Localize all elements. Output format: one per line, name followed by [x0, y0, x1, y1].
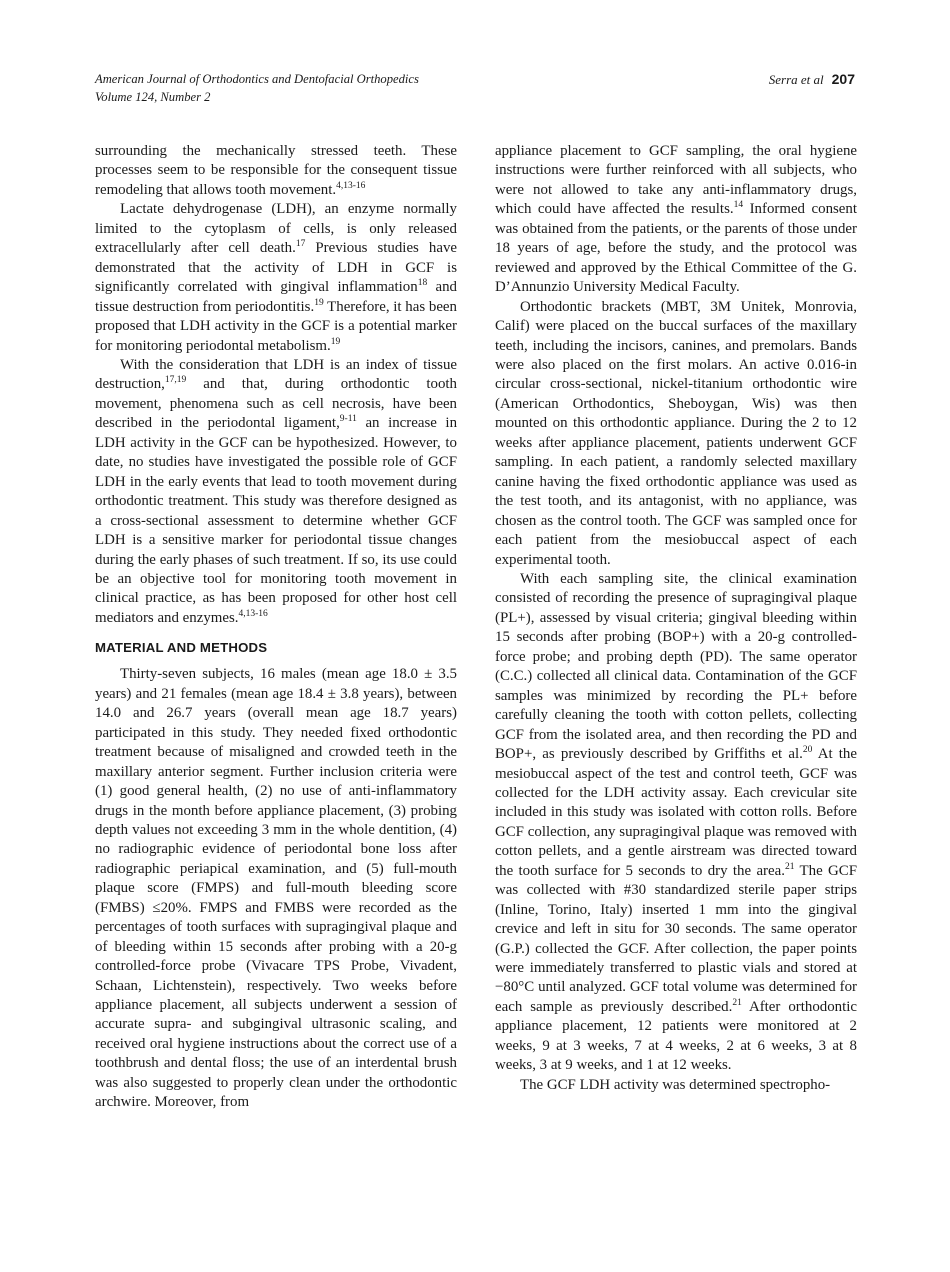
- citation: 20: [802, 745, 813, 756]
- paragraph: Orthodontic brackets (MBT, 3M Unitek, Monrovia, Calif) were placed on the buccal surfaces of the maxillary teeth, including the incisors, canines, and premolars. Bands were also placed on the first molars. An active 0.016-in circular cross-sectional, nickel-titanium orthodontic wire (American Orthodontics, Sheboygan, Wis) was then mounted on this orthodontic appliance. During the 2 to 12 weeks after appliance placement, patients underwent GCF sampling. In each patient, a randomly selected maxillary canine having the fixed orthodontic appliance was used as the test tooth, and its antagonist, with no appliance, was chosen as the control tooth. The GCF was sampled once for each patient from the mesiobuccal aspect of each experimental tooth.: [495, 298, 857, 568]
- paragraph-text: Lactate dehydrogenase (LDH), an enzyme normally limited to the cytoplasm of cells, is only released extracellularly after cell death.: [95, 201, 457, 257]
- citation: 4,13-16: [238, 608, 268, 619]
- running-head-right: [769, 70, 855, 89]
- volume-number: Volume 124, Number 2: [95, 90, 211, 104]
- paragraph: [95, 142, 457, 200]
- citation: 19: [314, 297, 324, 308]
- paragraph-text: an increase in LDH activity in the GCF can be hypothesized. However, to date, no studies have investigated the possible role of GCF LDH in the early events that lead to tooth movement during orthodontic treatment. This study was therefore designed as a cross-sectional assessment to determine whether GCF LDH is a sensitive marker for periodontal tissue changes during the early phases of such treatment. If so, its use could be an objective tool for monitoring tooth movement in clinical practice, as has been proposed for other host cell mediators and enzymes.: [95, 415, 458, 626]
- journal-name: American Journal of Orthodontics and Dentofacial Orthopedics: [95, 72, 419, 86]
- citation: 9-11: [339, 414, 357, 425]
- paragraph-text: With the consideration that LDH is an index of tissue destruction,: [95, 356, 457, 393]
- paragraph-text: The GCF was collected with #30 standardized sterile paper strips (Inline, Torino, Italy) inserted 1 mm into the gingival crevice and left in situ for 30 seconds. The same operator (G.P.) collected the GCF. After collection, the paper points were immediately transferred to plastic vials and stored at −80°C until analyzed. GCF total volume was determined for each sample as previously described.: [495, 862, 858, 1015]
- paragraph: [495, 142, 857, 298]
- citation: 4,13-16: [336, 180, 366, 191]
- page-number: 207: [831, 71, 855, 87]
- citation: 17,19: [164, 375, 187, 386]
- paragraph-text: surrounding the mechanically stressed teeth. These processes seem to be responsible for the consequent tissue remodeling that allows tooth movement.: [95, 143, 457, 198]
- paragraph: [495, 570, 857, 1076]
- paragraph-text: Previous studies have demonstrated that the activity of LDH in GCF is significantly correlated with gingival inflammation: [95, 240, 457, 296]
- citation: 14: [733, 200, 744, 211]
- paragraph-text: With each sampling site, the clinical examination consisted of recording the presence of supragingival plaque (PL+), assessed by visual criteria; gingival bleeding within 15 seconds after probing (BOP+) with a 20-g controlled-force probe; and probing depth (PD). The same operator (C.C.) collected all clinical data. Contamination of the GCF samples was minimized by recording the PL+ before carefully cleaning the tooth with cotton pellets, collecting GCF from the isolated area, and then recording the PD and BOP+, as previously described by Griffiths et al.: [495, 570, 857, 763]
- citation: 19: [330, 336, 341, 347]
- paragraph: [95, 356, 457, 628]
- paragraph-text: At the mesiobuccal aspect of the test and control teeth, GCF was collected for the LDH activity assay. Each crevicular site included in this study was isolated with cotton rolls. Before GCF collection, any supragingival plaque was removed with cotton pellets, and a gentle airstream was directed toward the tooth surface for 5 seconds to dry the area.: [495, 746, 857, 879]
- running-header: [95, 70, 855, 106]
- paragraph-text: Informed consent was obtained from the patients, or the parents of those under 18 years of age, before the study, and the protocol was reviewed and approved by the Ethical Committee of the G. D’Annunzio University Medical Faculty.: [495, 201, 858, 296]
- right-column: [495, 142, 857, 1095]
- paragraph: Thirty-seven subjects, 16 males (mean age 18.0 ± 3.5 years) and 21 females (mean age 18.4 ± 3.8 years), between 14.0 and 26.7 years (overall mean age 18.7 years) participated in this study. They needed fixed orthodontic treatment because of misaligned and crowded teeth in the maxillary anterior segment. Further inclusion criteria were (1) good general health, (2) no use of anti-inflammatory drugs in the month before appliance placement, (3) probing depth values not exceeding 3 mm in the whole dentition, (4) no radiographic evidence of periodontal bone loss after radiographic periapical examination, and (5) full-mouth plaque score (FMPS) and full-mouth bleeding score (FMBS) ≤20%. FMPS and FMBS were recorded as the percentages of tooth surfaces with supragingival plaque and of bleeding within 15 seconds after probing with a 20-g controlled-force probe (Vivacare TPS Probe, Vivadent, Schaan, Lichtenstein), respectively. Two weeks before appliance placement, all subjects underwent a session of accurate supra- and subgingival ultrasonic scaling, and received oral hygiene instructions about the correct use of a toothbrush and dental floss; the use of an interdental brush was also suggested to properly clean under the orthodontic archwire. Moreover, from: [95, 666, 457, 1111]
- section-heading: MATERIAL AND METHODS: [95, 640, 268, 656]
- paragraph: [95, 200, 457, 356]
- citation: 21: [732, 997, 742, 1008]
- left-column: [95, 142, 457, 1113]
- citation: 17: [295, 239, 306, 250]
- citation: 18: [417, 278, 428, 289]
- paragraph-text: Therefore, it has been proposed that LDH activity in the GCF is a potential marker for monitoring periodontal metabolism.: [95, 298, 457, 354]
- paragraph-text: appliance placement to GCF sampling, the oral hygiene instructions were further reinforced with all subjects, who were not allowed to take any anti-inflammatory drugs, which could have affected the results.: [495, 143, 857, 218]
- paragraph-text: and that, during orthodontic tooth movement, phenomena such as cell necrosis, have been described in the periodontal ligament,: [95, 376, 457, 432]
- running-authors: Serra et al: [768, 72, 824, 87]
- citation: 21: [784, 861, 795, 872]
- paragraph-text: After orthodontic appliance placement, 12 patients were monitored at 2 weeks, 9 at 3 weeks, 7 at 4 weeks, 2 at 6 weeks, 3 at 8 weeks, 3 at 9 weeks, and 1 at 12 weeks.: [495, 998, 857, 1074]
- paragraph-text: and tissue destruction from periodontitis.: [95, 279, 457, 315]
- paragraph: The GCF LDH activity was determined spectropho-: [520, 1076, 831, 1093]
